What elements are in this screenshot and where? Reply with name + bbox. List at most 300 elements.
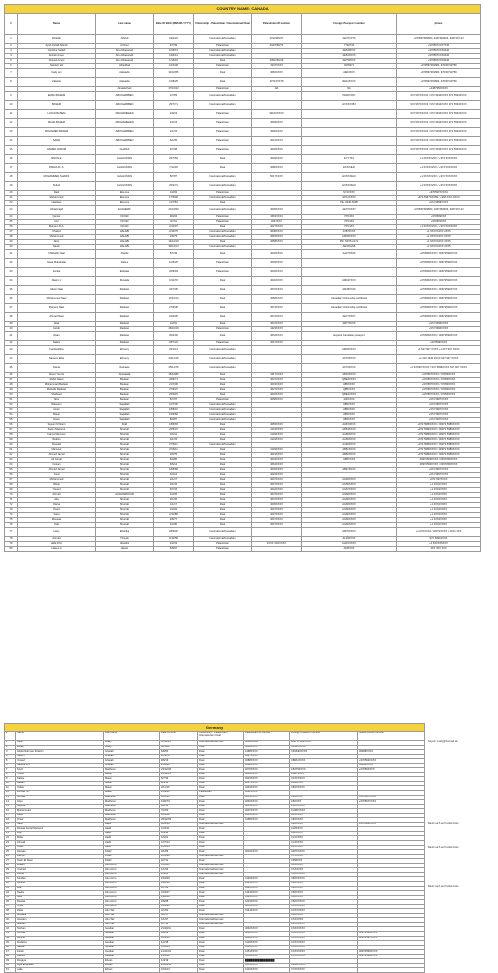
- cell-palestinian-id: 4098XXXX: [244, 763, 290, 768]
- cell-date-of-birth: 2/8/08: [160, 900, 198, 905]
- cell-passport: C8XXXXXX: [290, 786, 358, 791]
- cell-passport: AB52XXXX: [302, 453, 397, 458]
- cell-passport: CXXXXXX: [290, 918, 358, 923]
- cell-name: Abdelmajid: [18, 206, 96, 215]
- cell-phone: +970597XXX7745: [397, 44, 481, 49]
- cell-number: 78: [5, 537, 18, 542]
- cell-last-name: Elsunne: [96, 191, 154, 196]
- cell-palestinian-id: 4099XXXX: [252, 119, 302, 128]
- cell-passport: Y762740: [302, 44, 397, 49]
- cell-citizenship: Dual: [198, 763, 244, 768]
- cell-date-of-birth: 26/6/93: [154, 268, 194, 277]
- cell-citizenship: Dual: [198, 836, 244, 841]
- cell-date-of-birth: 2/12/97: [154, 225, 194, 230]
- cell-name: RISHIA M. S.: [18, 164, 96, 173]
- cell-passport: C8XXXXX: [290, 886, 358, 891]
- cell-number: 26: [5, 854, 16, 859]
- cell-number: 7: [5, 768, 16, 773]
- cell-date-of-birth: 27/6/11: [154, 448, 194, 453]
- cell-number: 2: [5, 44, 18, 49]
- cell-last-name: Gharab: [104, 750, 160, 755]
- cell-citizenship: Palestinian: [194, 542, 252, 547]
- cell-passport: CXXXXXXX: [290, 950, 358, 955]
- cell-name: Noor: [18, 398, 96, 403]
- cell-number: 45: [5, 941, 16, 946]
- cell-number: 12: [5, 119, 18, 128]
- cell-palestinian-id: 4019XXXX: [252, 453, 302, 458]
- cell-last-name: Alawadis: [96, 69, 154, 78]
- cell-passport: C8XXXXX: [290, 822, 358, 827]
- cell-citizenship: Palestinian: [194, 268, 252, 277]
- cell-citizenship: Dual: [198, 968, 244, 973]
- cell-date-of-birth: 2/1/86: [160, 850, 198, 855]
- cell-palestinian-id: ████████████████: [244, 959, 290, 964]
- cell-date-of-birth: 4/7/02: [160, 909, 198, 914]
- cell-palestinian-id: 4427XXXX: [244, 754, 290, 759]
- cell-palestinian-id: 4134XXXX: [252, 438, 302, 443]
- cell-last-name: Abusaada: [96, 373, 154, 378]
- cell-last-name: ALGHUSSIN: [96, 164, 154, 173]
- cell-number: 29: [5, 240, 18, 245]
- cell-palestinian-id: 4105XXXX: [244, 813, 290, 818]
- cell-date-of-birth: 26/6/71: [154, 378, 194, 383]
- cell-name: Mohammad Bedean: [18, 383, 96, 388]
- cell-number: 24: [5, 215, 18, 220]
- cell-last-name: Hasan: [96, 547, 154, 552]
- cell-passport: CXXXXXXX: [290, 931, 358, 936]
- cell-name: Dalia: [16, 909, 104, 914]
- cell-date-of-birth: 10/8/25: [154, 78, 194, 87]
- cell-last-name: Abu Amro: [104, 891, 160, 896]
- cell-phone: [358, 968, 425, 973]
- cell-citizenship: Dual: [198, 859, 244, 864]
- cell-passport: AB5XXXX: [302, 383, 397, 388]
- col-foreign-passport: Foreign Passport number: [290, 732, 358, 741]
- cell-citizenship: Dual: [194, 373, 252, 378]
- cell-passport: QB5XXXX: [302, 388, 397, 393]
- side-note: Bank nach auf CaSal Liste: [428, 846, 459, 849]
- cell-date-of-birth: 1/1/07: [160, 918, 198, 923]
- cell-palestinian-id: 4158XXXX: [244, 818, 290, 823]
- cell-citizenship: International/Canadian: [194, 35, 252, 44]
- cell-last-name: Alaslai: [96, 250, 154, 259]
- cell-citizenship: Dual: [194, 304, 252, 313]
- cell-citizenship: Dual: [198, 881, 244, 886]
- cell-citizenship: Dual: [194, 240, 252, 245]
- cell-date-of-birth: 6/1/97: [160, 913, 198, 918]
- cell-last-name: Gesdan: [104, 931, 160, 936]
- cell-citizenship: International/Canadian: [194, 230, 252, 235]
- cell-name: Issa: [16, 895, 104, 900]
- cell-passport: CXXXXXXX: [290, 945, 358, 950]
- cell-citizenship: Dual: [194, 383, 252, 388]
- cell-last-name: Wady: [104, 741, 160, 746]
- cell-passport: QBE4XXXX: [302, 393, 397, 398]
- cell-palestinian-id: 4047XXXX: [252, 523, 302, 528]
- cell-passport: CLXXXXX: [290, 841, 358, 846]
- cell-number: 26: [5, 225, 18, 230]
- cell-name: Amirah: [16, 881, 104, 886]
- cell-last-name: Matar: [104, 786, 160, 791]
- cell-palestinian-id: 4065XXXX: [252, 423, 302, 428]
- cell-palestinian-id: 4047XXX4: [252, 64, 302, 69]
- cell-name: Mansour: [18, 448, 96, 453]
- cell-last-name: HALABI: [96, 240, 154, 245]
- cell-citizenship: Dual: [198, 950, 244, 955]
- cell-last-name: Shurrab: [96, 478, 154, 483]
- cell-citizenship: Palestinian: [198, 791, 244, 796]
- cell-number: 77: [5, 528, 18, 537]
- cell-citizenship: Dual: [198, 941, 244, 946]
- cell-name: Abdel Naser: [18, 378, 96, 383]
- cell-last-name: GHAIAS: [96, 146, 154, 155]
- cell-phone: +972 5986XXXX / 00972 5986XXXX: [397, 443, 481, 448]
- table-row: [5, 146, 481, 155]
- cell-date-of-birth: 2/1/15: [154, 128, 194, 137]
- cell-last-name: Shurrab: [96, 498, 154, 503]
- cell-phone: +970597XXXX: [358, 800, 425, 805]
- cell-name: Wasim: [16, 863, 104, 868]
- cell-date-of-birth: 20/11/15: [154, 355, 194, 364]
- cell-name: Mohammed: [18, 478, 96, 483]
- cell-passport: C010XXXXL: [290, 745, 358, 750]
- cell-phone: +972 5986XXXX / 00972 5986XXXX: [397, 448, 481, 453]
- cell-last-name: Matar: [104, 777, 160, 782]
- side-note: Bank nach auf CaSal Liste: [428, 885, 459, 888]
- cell-last-name: ABUSHABBEN: [96, 128, 154, 137]
- cell-name: Mustafa Radwan: [18, 388, 96, 393]
- cell-number: 37: [5, 904, 16, 909]
- cell-number: 14: [5, 800, 16, 805]
- cell-date-of-birth: 2/1/17: [154, 478, 194, 483]
- cell-number: 8: [5, 78, 18, 87]
- cell-citizenship: Dual: [194, 513, 252, 518]
- cell-number: 45: [5, 364, 18, 373]
- cell-name: Yousef: [18, 488, 96, 493]
- cell-phone: 972 597XXXX4 / 972 5944XXXX 972 5594XXXX: [397, 146, 481, 155]
- cell-last-name: Hadil: [104, 841, 160, 846]
- cell-palestinian-id: 4048XXXX: [244, 745, 290, 750]
- cell-phone: +970599XXXX / 00972599XXXX: [397, 286, 481, 295]
- cell-last-name: ABUSHABBEN: [96, 92, 154, 101]
- cell-phone: 972 597XXXX4 / 972 5944XXXX 972 5594XXXX: [397, 128, 481, 137]
- cell-last-name: Madhoun: [104, 804, 160, 809]
- cell-date-of-birth: 18/6/10: [160, 795, 198, 800]
- cell-date-of-birth: 2/1/15: [154, 483, 194, 488]
- cell-citizenship: Dual: [198, 781, 244, 786]
- cell-palestinian-id: 4007XXXX: [244, 809, 290, 814]
- cell-passport: RE11XXXX: [302, 78, 397, 87]
- cell-date-of-birth: 22/4/05: [154, 313, 194, 322]
- cell-date-of-birth: 6/4/86: [154, 458, 194, 463]
- cell-citizenship: International/Canadian: [194, 355, 252, 364]
- cell-passport: YPX4XX: [302, 225, 397, 230]
- cell-citizenship: Palestinian: [194, 398, 252, 403]
- cell-citizenship: Dual: [198, 927, 244, 932]
- cell-phone: +972 5986XXXX / 00972 5986XXXX: [397, 438, 481, 443]
- cell-passport: AA96XXXX: [302, 443, 397, 448]
- cell-passport: CXXXXXX: [290, 868, 358, 873]
- cell-phone: +970599XXXX / 00972599XXXX: [397, 295, 481, 304]
- side-note-contact: Sayed: mady@hotmail.de: [428, 740, 458, 743]
- cell-name: Ismika: [18, 268, 96, 277]
- cell-last-name: Gharab: [104, 763, 160, 768]
- cell-citizenship: Dual: [194, 438, 252, 443]
- cell-passport: AB34XXXX: [302, 373, 397, 378]
- cell-last-name: Abu Amro: [104, 868, 160, 873]
- cell-phone: +970599XXX: [397, 215, 481, 220]
- cell-last-name: Alawadis: [96, 78, 154, 87]
- cell-citizenship: International/Canadian: [194, 196, 252, 201]
- cell-number: 6: [5, 64, 18, 69]
- col-date-of-birth: Date Of Birth: [160, 732, 198, 741]
- table-row: [5, 547, 481, 552]
- cell-number: 55: [5, 418, 18, 423]
- cell-citizenship: Dual: [194, 428, 252, 433]
- cell-citizenship: Dual: [194, 155, 252, 164]
- cell-passport: AR53XXXX: [302, 428, 397, 433]
- cell-date-of-birth: 1/1/17: [154, 503, 194, 508]
- cell-date-of-birth: 1/2/19: [154, 542, 194, 547]
- cell-number: 32: [5, 881, 16, 886]
- cell-last-name: Abu Amro: [104, 900, 160, 905]
- cell-last-name: Madhoun: [104, 795, 160, 800]
- cell-palestinian-id: [252, 364, 302, 373]
- cell-phone: +970599XXXX / 00972599XXXX: [397, 304, 481, 313]
- cell-last-name: Hadil: [104, 827, 160, 832]
- cell-palestinian-id: 4074XXXX: [252, 304, 302, 313]
- cell-name: Nadia: [16, 891, 104, 896]
- cell-name: Mohammed: [18, 196, 96, 201]
- cell-number: 28: [5, 863, 16, 868]
- cell-name: Ahmad: [16, 795, 104, 800]
- cell-date-of-birth: 10/7/06: [154, 403, 194, 408]
- cell-name: Khaled: [18, 230, 96, 235]
- cell-passport: Canadian Citizenship certificate: [302, 304, 397, 313]
- cell-number: 2: [5, 745, 16, 750]
- cell-date-of-birth: 6/8/00: [160, 750, 198, 755]
- cell-number: 36: [5, 900, 16, 905]
- cell-date-of-birth: 3/7/98: [154, 146, 194, 155]
- cell-passport: EXXXX4H0: [302, 173, 397, 182]
- cell-citizenship: Dual: [194, 201, 252, 206]
- cell-last-name: Abu Tair: [104, 909, 160, 914]
- table-row: [5, 101, 481, 110]
- cell-phone: +970599XXXX / 00972599XXXX: [397, 259, 481, 268]
- cell-citizenship: Dual: [194, 493, 252, 498]
- cell-citizenship: International/Canadian: [194, 182, 252, 191]
- cell-date-of-birth: 1/2/02: [154, 508, 194, 513]
- cell-palestinian-id: 4047XXXX: [252, 498, 302, 503]
- cell-last-name: Ehsan: [104, 963, 160, 968]
- cell-passport: C8XXXXX: [290, 895, 358, 900]
- cell-passport: YPX4XX: [302, 215, 397, 220]
- cell-palestinian-id: 4047XXXX: [252, 322, 302, 327]
- cell-number: 44: [5, 355, 18, 364]
- cell-number: 53: [5, 408, 18, 413]
- cell-phone: +970599XXXX / 00972599XXXX: [397, 332, 481, 341]
- cell-phone: +4487350XXXX: [397, 87, 481, 92]
- table-row: [5, 295, 481, 304]
- cell-phone: +972 5986XXXX / 00972 5986XXXX: [397, 423, 481, 428]
- cell-palestinian-id: 4022XXXX: [252, 473, 302, 478]
- cell-number: 6: [5, 763, 16, 768]
- cell-name: Hany: [18, 528, 96, 537]
- cell-name: Fady am: [18, 69, 96, 78]
- cell-phone: 00972599XXXX: [358, 954, 425, 959]
- cell-last-name: Abu Alhasanah: [96, 59, 154, 64]
- cell-name: Roqaya: [16, 959, 104, 964]
- cell-passport: CXXXXXXX: [290, 954, 358, 959]
- cell-palestinian-id: 4071XXX78: [252, 78, 302, 87]
- cell-citizenship: Dual: [194, 277, 252, 286]
- cell-date-of-birth: 26/10/19: [154, 327, 194, 332]
- cell-phone: 4XX 4XX 4XX: [397, 547, 481, 552]
- cell-date-of-birth: 10/2/10: [160, 936, 198, 941]
- cell-passport: AM46XXXX: [302, 346, 397, 355]
- cell-palestinian-id: 4125XXXX: [244, 945, 290, 950]
- cell-last-name: Alhaddad: [96, 64, 154, 69]
- cell-palestinian-id: 4XXX 4XXXXXX: [252, 542, 302, 547]
- cell-citizenship: Dual: [198, 777, 244, 782]
- cell-last-name: Ehsan: [104, 968, 160, 973]
- cell-number: 73: [5, 508, 18, 513]
- cell-phone: +1 6XXXX2XX 2XX5: [397, 240, 481, 245]
- cell-date-of-birth: 14/8/10: [160, 881, 198, 886]
- cell-citizenship: Dual: [194, 388, 252, 393]
- cell-palestinian-id: [252, 528, 302, 537]
- cell-last-name: Shurrab: [96, 508, 154, 513]
- cell-citizenship: Dual: [198, 963, 244, 968]
- table-row: [5, 259, 481, 268]
- cell-passport: AG66XXXX: [302, 508, 397, 513]
- cell-palestinian-id: 4032XXXX: [252, 393, 302, 398]
- cell-last-name: Thayeb: [96, 537, 154, 542]
- canada-table: [4, 4, 481, 552]
- cell-palestinian-id: 4032XXXX: [252, 250, 302, 259]
- cell-last-name: Hadil: [104, 831, 160, 836]
- cell-passport: C8XXXXXX: [290, 804, 358, 809]
- cell-number: 40: [5, 327, 18, 332]
- cell-passport: C7XXXXXX: [290, 968, 358, 973]
- cell-palestinian-id: 4038XXXX: [252, 230, 302, 235]
- cell-name: Naan: [18, 332, 96, 341]
- cell-last-name: Gharab: [104, 754, 160, 759]
- cell-palestinian-id: 4046XXXX: [244, 800, 290, 805]
- cell-passport: [302, 128, 397, 137]
- cell-number: 76: [5, 523, 18, 528]
- cell-last-name: Hadil: [104, 845, 160, 850]
- cell-name: Nesrin: [16, 754, 104, 759]
- cell-name: Abeer Younis: [18, 373, 96, 378]
- cell-citizenship: International/German: [198, 922, 244, 927]
- cell-palestinian-id: 4017XXX4: [252, 373, 302, 378]
- cell-palestinian-id: 4145XXXX: [244, 877, 290, 882]
- col-foreign-passport: Foreign Passport number: [302, 14, 397, 35]
- cell-date-of-birth: 1/4/98: [160, 831, 198, 836]
- cell-name: Jacob: [18, 327, 96, 332]
- cell-date-of-birth: 30/6/18: [160, 822, 198, 827]
- cell-date-of-birth: 2/1/06: [154, 498, 194, 503]
- table-row: [5, 355, 481, 364]
- cell-date-of-birth: 2/9/75: [154, 453, 194, 458]
- cell-citizenship: Palestinian: [194, 327, 252, 332]
- cell-name: Maryam R.A.: [18, 225, 96, 230]
- cell-passport: CL8XXXX: [290, 827, 358, 832]
- cell-palestinian-id: 4055XXXX: [244, 904, 290, 909]
- cell-passport: C8XXXXX: [290, 891, 358, 896]
- cell-passport: AE77XXX7: [302, 313, 397, 322]
- cell-citizenship: Dual: [194, 468, 252, 473]
- cell-last-name: Gesdan: [104, 945, 160, 950]
- cell-date-of-birth: 1/4/06: [154, 493, 194, 498]
- cell-name: MOHAMMED SHARIF: [18, 173, 96, 182]
- cell-name: Laila: [16, 968, 104, 973]
- cell-date-of-birth: 14/11/04: [160, 950, 198, 955]
- cell-passport: C8JXXXX: [290, 795, 358, 800]
- cell-name: Mohammed Nael: [18, 295, 96, 304]
- cell-name: Hasan: [16, 781, 104, 786]
- cell-passport: AG66XXXX: [302, 523, 397, 528]
- cell-number: 13: [5, 128, 18, 137]
- cell-citizenship: Dual: [194, 453, 252, 458]
- canada-header-row: [5, 14, 481, 35]
- cell-number: 57: [5, 428, 18, 433]
- cell-date-of-birth: 1/7/09: [160, 886, 198, 891]
- cell-passport: AB51XXXX: [302, 448, 397, 453]
- cell-last-name: Elhadiqi: [96, 528, 154, 537]
- cell-date-of-birth: 23/9/80: [160, 791, 198, 796]
- cell-last-name: Abu Amro: [104, 904, 160, 909]
- cell-palestinian-id: 4090XXXX: [252, 128, 302, 137]
- cell-passport: EXXXX4H0: [302, 182, 397, 191]
- cell-phone: 00972595XXXX: [358, 950, 425, 955]
- cell-number: 4: [5, 754, 16, 759]
- cell-citizenship: Dual: [198, 909, 244, 914]
- cell-phone: +1 6XXXX5XXX: [397, 542, 481, 547]
- cell-phone: +1 6XXXX2XX / +972 5XXX0XX: [397, 182, 481, 191]
- cell-palestinian-id: 4047XXXX: [252, 513, 302, 518]
- cell-date-of-birth: 4/3/14: [154, 473, 194, 478]
- cell-date-of-birth: 4/1/15: [154, 438, 194, 443]
- germany-header-row: [5, 732, 425, 741]
- cell-date-of-birth: 4/7/99: [154, 44, 194, 49]
- cell-phone: +972 5986XXXX / 00972 5986XXXX: [397, 433, 481, 438]
- cell-citizenship: Dual: [194, 69, 252, 78]
- cell-palestinian-id: 4066XXXX: [252, 69, 302, 78]
- cell-citizenship: Dual: [198, 886, 244, 891]
- cell-date-of-birth: 8/7/87: [154, 173, 194, 182]
- cell-number: 1: [5, 35, 18, 44]
- cell-last-name: Matar: [104, 791, 160, 796]
- cell-number: 38: [5, 313, 18, 322]
- cell-number: 43: [5, 931, 16, 936]
- cell-passport: G08 170A9XXXX: [290, 741, 358, 746]
- cell-number: 63: [5, 458, 18, 463]
- cell-passport: AHXXXXXX: [302, 542, 397, 547]
- cell-name: Caroline Sallah: [18, 49, 96, 54]
- cell-citizenship: Palestinian: [194, 341, 252, 346]
- cell-phone: +970597XXXX / 97059XXXX: [397, 388, 481, 393]
- cell-phone: 00972569XXXX / 0097059XXXX: [397, 463, 481, 468]
- cell-citizenship: Dual: [194, 503, 252, 508]
- cell-number: 31: [5, 250, 18, 259]
- cell-passport: CBRUXXXX: [290, 759, 358, 764]
- cell-number: 33: [5, 886, 16, 891]
- cell-phone: +1 416 1640 2XXX 647 907 XXXX: [397, 355, 481, 364]
- cell-last-name: Madhoun: [104, 809, 160, 814]
- cell-last-name: Gesdan: [104, 936, 160, 941]
